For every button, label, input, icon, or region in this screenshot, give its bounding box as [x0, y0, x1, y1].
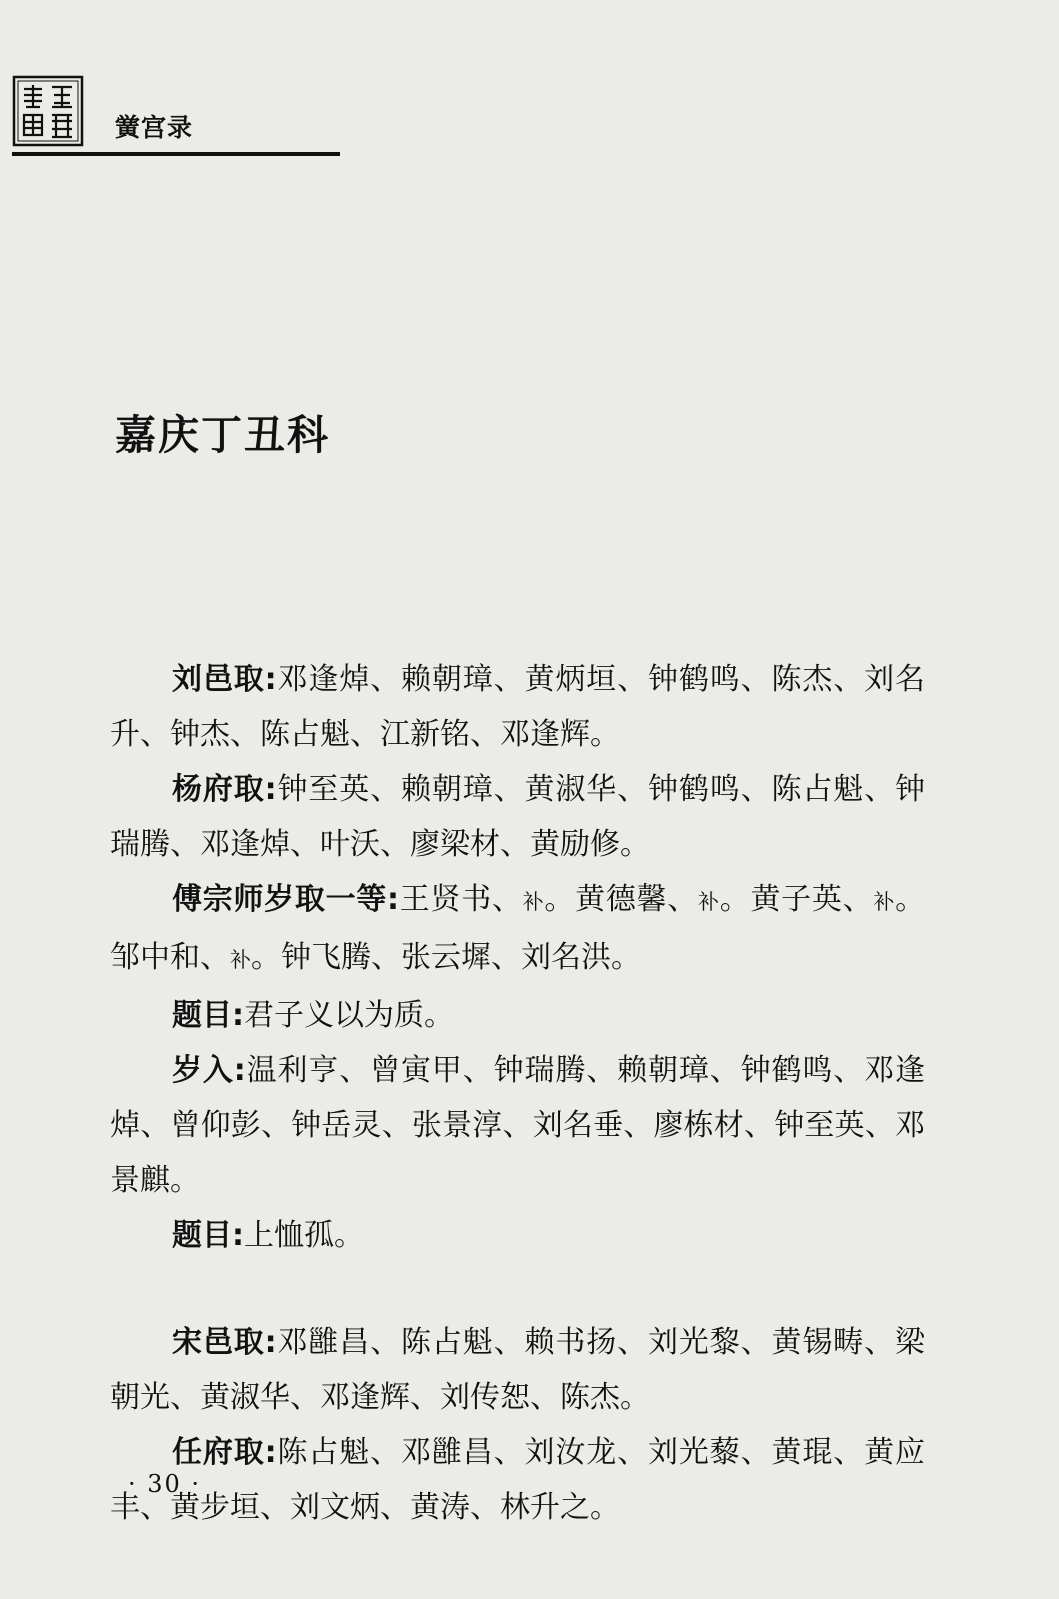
running-title: 黉宫录	[115, 113, 194, 142]
paragraph	[110, 1208, 925, 1263]
chapter-title: 嘉庆丁丑科	[115, 411, 330, 459]
paragraph	[110, 762, 925, 872]
section-gap	[110, 1263, 925, 1315]
paragraph-label: 傅宗师岁取一等:	[172, 882, 400, 917]
paragraph	[110, 872, 925, 988]
page-header	[0, 0, 1059, 170]
paragraph	[110, 1315, 925, 1425]
paragraph	[110, 652, 925, 762]
seal-logo	[12, 75, 84, 147]
paragraph-text: 。邹中和、	[110, 882, 926, 975]
paragraph-label: 刘邑取:	[172, 662, 277, 697]
paragraph-text: 。黄子英、	[719, 882, 874, 917]
paragraph-text: 钟至英、赖朝璋、黄淑华、钟鹤鸣、陈占魁、钟瑞腾、邓逢焯、叶沃、廖梁材、黄励修。	[110, 772, 925, 862]
paragraph	[110, 988, 925, 1043]
body-text	[110, 652, 925, 1535]
inline-note: 补	[230, 948, 251, 972]
paragraph-label: 题目:	[172, 1218, 244, 1253]
paragraph-text: 上恤孤。	[244, 1218, 364, 1253]
paragraph-label: 题目:	[172, 998, 244, 1033]
paragraph-label: 宋邑取:	[172, 1325, 277, 1360]
paragraph-label: 任府取:	[172, 1435, 277, 1470]
paragraph-label: 岁入:	[172, 1053, 246, 1088]
paragraph-text: 王贤书、	[399, 882, 523, 917]
paragraph-label: 杨府取:	[172, 772, 277, 807]
section	[110, 1315, 925, 1535]
paragraph-text: 邓逢焯、赖朝璋、黄炳垣、钟鹤鸣、陈杰、刘名升、钟杰、陈占魁、江新铭、邓逢辉。	[110, 662, 925, 752]
inline-note: 补	[522, 890, 545, 914]
paragraph	[110, 1425, 925, 1535]
inline-note: 补	[698, 890, 720, 914]
section	[110, 652, 925, 1263]
paragraph-text: 君子义以为质。	[244, 998, 454, 1033]
inline-note: 补	[873, 890, 896, 914]
paragraph-text: 陈占魁、邓雝昌、刘汝龙、刘光藜、黄琨、黄应丰、黄步垣、刘文炳、黄涛、林升之。	[110, 1435, 925, 1525]
paragraph-text: 。黄德馨、	[544, 882, 698, 917]
paragraph	[110, 1043, 925, 1208]
paragraph-text: 邓雝昌、陈占魁、赖书扬、刘光黎、黄锡畴、梁朝光、黄淑华、邓逢辉、刘传恕、陈杰。	[110, 1325, 925, 1415]
paragraph-text: 温利亨、曾寅甲、钟瑞腾、赖朝璋、钟鹤鸣、邓逢焯、曾仰彭、钟岳灵、张景淳、刘名垂、廖栋材、钟至英、邓景麒。	[110, 1053, 925, 1198]
paragraph-text: 。钟飞腾、张云墀、刘名洪。	[251, 940, 641, 975]
header-rule	[12, 152, 340, 156]
page-number: · 30 ·	[128, 1470, 202, 1498]
